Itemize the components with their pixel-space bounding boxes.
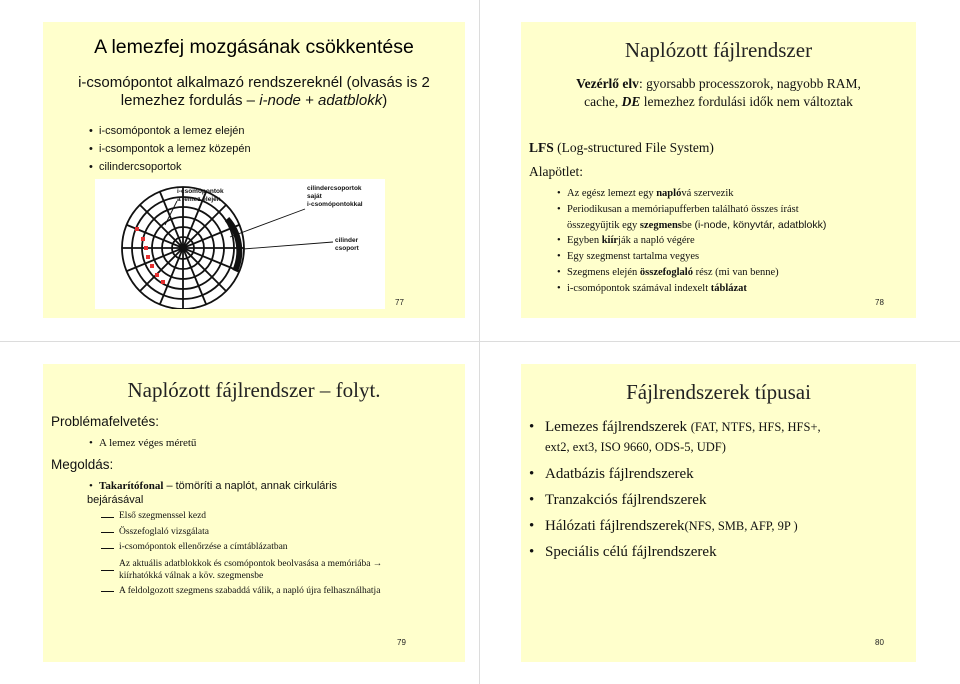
list-item: • Adatbázis fájlrendszerek <box>527 464 907 484</box>
intro-line-1: i-csomópontot alkalmazó rendszereknél (olvasás is 2 <box>78 74 430 91</box>
label-cylinder-1: cilinder <box>335 237 359 244</box>
list-item: • A lemez véges méretű <box>87 437 196 449</box>
bullet-list <box>555 186 915 297</box>
label-cylinder-groups-2: saját <box>307 193 322 200</box>
page-number: 77 <box>395 298 404 307</box>
slide-title: A lemezfej mozgásának csökkentése <box>94 36 414 58</box>
list-item: • Szegmens elején összefoglaló rész (mi van benne) <box>555 265 915 281</box>
label-cylinder-groups-3: i-csomópontokkal <box>307 201 363 208</box>
page-number: 79 <box>397 638 406 647</box>
list-item: • cilindercsoportok <box>87 158 251 176</box>
page-number: 78 <box>875 298 884 307</box>
label-inodes-start-1: i-csomópontok <box>177 188 224 195</box>
slide-80 <box>521 364 916 662</box>
bullet-list <box>527 417 907 562</box>
slide-title: Fájlrendszerek típusai <box>626 380 811 404</box>
list-item: • i-csomópontok számával indexelt táblázat <box>555 281 915 297</box>
solution-list <box>87 479 457 507</box>
problem-list <box>87 437 196 449</box>
label-cylinder-groups-1: cilindercsoportok <box>307 185 362 192</box>
solution-heading: Megoldás: <box>51 457 114 472</box>
intro-line-2: lemezhez fordulás – i-node + adatblokk) <box>120 92 388 109</box>
list-item: Az aktuális adatblokkok és csomópontok beolvasása a memóriába → kiírhatókká válnak a köv. szegmensbe <box>97 558 465 582</box>
horizontal-separator <box>0 341 960 342</box>
list-item: • Lemezes fájlrendszerek (FAT, NTFS, HFS, HFS+, ext2, ext3, ISO 9660, ODS-5, UDF) <box>527 417 907 457</box>
list-item: • Periodikusan a memóriapufferben található összes írást összegyűjtik egy szegmensbe (i-node, könyvtár, adatblokk) <box>555 202 915 234</box>
bullet-list <box>87 122 251 176</box>
slide-title: Naplózott fájlrendszer – folyt. <box>127 378 381 402</box>
list-item: i-csomópontok ellenőrzése a címtáblázatban <box>97 540 465 556</box>
list-item: • Egyben kiírják a napló végére <box>555 233 915 249</box>
list-item: • Takarítófonal – tömöríti a naplót, annak cirkuláris bejárásával <box>87 479 457 507</box>
label-inodes-start-2: a lemez elején <box>177 196 221 203</box>
list-item: A feldolgozott szegmens szabaddá válik, a napló újra felhasználhatja <box>97 584 465 600</box>
alapotlet-label: Alapötlet: <box>529 164 583 179</box>
list-item: • i-csompontok a lemez közepén <box>87 140 251 158</box>
label-cylinder-2: csoport <box>335 245 359 252</box>
list-item: • Az egész lemezt egy naplóvá szervezik <box>555 186 915 202</box>
slide-79 <box>43 364 465 662</box>
list-item: • Speciális célú fájlrendszerek <box>527 542 907 562</box>
disk-diagram <box>95 179 385 309</box>
principle-text: Vezérlő elv: gyorsabb processzorok, nagyobb RAM, cache, DE lemezhez fordulási idők nem változtak <box>576 76 861 109</box>
lfs-heading: LFS (Log-structured File System) <box>529 140 714 155</box>
list-item: Összefoglaló vizsgálata <box>97 525 465 541</box>
intro-text <box>43 74 465 110</box>
slide-78 <box>521 22 916 318</box>
problem-heading: Problémafelvetés: <box>51 414 160 429</box>
vertical-separator <box>479 0 480 684</box>
page-number: 80 <box>875 638 884 647</box>
list-item: • Tranzakciós fájlrendszerek <box>527 490 907 510</box>
list-item: • Hálózati fájlrendszerek(NFS, SMB, AFP, 9P ) <box>527 516 907 536</box>
slide-title: Naplózott fájlrendszer <box>624 38 813 62</box>
list-item: • i-csomópontok a lemez elején <box>87 122 251 140</box>
step-list <box>97 509 465 599</box>
list-item: • Egy szegmenst tartalma vegyes <box>555 249 915 265</box>
slide-77 <box>43 22 465 318</box>
list-item: Első szegmenssel kezd <box>97 509 465 525</box>
